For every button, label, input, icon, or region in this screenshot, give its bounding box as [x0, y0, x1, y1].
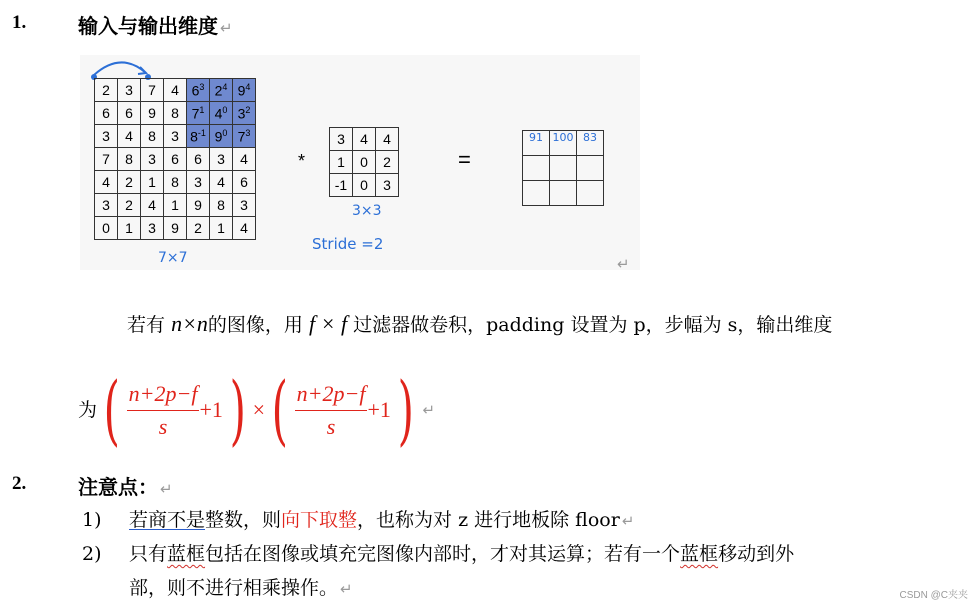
- fraction-numerator: n+2p−f: [295, 378, 368, 411]
- output-grid-row: [523, 156, 604, 181]
- input-grid-cell: 4: [164, 79, 187, 102]
- input-grid-cell: 6: [233, 171, 256, 194]
- section2-title: 注意点：: [78, 475, 158, 499]
- input-grid-cell: 7: [95, 148, 118, 171]
- input-grid-cell: 3: [187, 171, 210, 194]
- input-grid-cell: 1: [210, 217, 233, 240]
- input-grid-cell: 8: [141, 125, 164, 148]
- item2-text-a: 只有: [129, 543, 168, 565]
- item2-blue-box-word-2: 蓝框: [680, 543, 719, 565]
- item2-line2: 部，则不进行相乘操作。: [129, 577, 339, 599]
- stride-label: Stride =2: [312, 235, 384, 253]
- list-item: [82, 542, 794, 566]
- input-grid-cell: 3: [141, 148, 164, 171]
- input-grid-cell: 4: [118, 125, 141, 148]
- input-grid-cell: 2: [187, 217, 210, 240]
- input-grid-cell: $9^0$: [210, 125, 233, 148]
- plus-one: +1: [367, 397, 391, 422]
- input-grid-cell: $8^{-1}$: [187, 125, 210, 148]
- input-grid-cell: 2: [118, 194, 141, 217]
- output-grid-row: [523, 181, 604, 206]
- filter-grid-row: [330, 151, 399, 174]
- input-grid-cell: 3: [95, 194, 118, 217]
- input-grid-cell: $7^3$: [233, 125, 256, 148]
- input-grid-cell: $3^2$: [233, 102, 256, 125]
- input-grid-cell: $7^1$: [187, 102, 210, 125]
- figure-image: [80, 55, 640, 270]
- input-grid-cell: 6: [187, 148, 210, 171]
- filter-grid-cell: 1: [330, 151, 353, 174]
- filter-size-label: 3×3: [352, 203, 382, 219]
- fraction-denominator: s: [326, 413, 336, 439]
- filter-grid-row: [330, 128, 399, 151]
- filter-grid-row: [330, 174, 399, 197]
- input-grid-cell: 1: [164, 194, 187, 217]
- para-text-3: 过滤器做卷积，padding 设置为 p，步幅为 s，输出维度: [353, 314, 833, 336]
- input-grid-cell: 3: [141, 217, 164, 240]
- input-grid-row: [95, 79, 256, 102]
- input-grid-cell: 0: [95, 217, 118, 240]
- input-size-label: 7×7: [158, 250, 188, 266]
- input-grid-cell: 1: [141, 171, 164, 194]
- input-grid-cell: 6: [118, 102, 141, 125]
- input-grid-cell: 2: [118, 171, 141, 194]
- item2-text-c: 移动到外: [718, 543, 795, 565]
- input-grid-cell: 8: [210, 194, 233, 217]
- item1-red-text: 向下取整: [281, 509, 358, 531]
- input-grid-cell: 3: [95, 125, 118, 148]
- input-grid-row: [95, 171, 256, 194]
- filter-grid-cell: 4: [353, 128, 376, 151]
- output-grid-cell: [577, 181, 604, 206]
- list-item-continuation: 部，则不进行相乘操作。 ↵: [129, 577, 353, 599]
- input-grid-cell: $6^3$: [187, 79, 210, 102]
- filter-grid-cell: 0: [353, 151, 376, 174]
- input-grid-cell: 4: [210, 171, 233, 194]
- input-grid-cell: 7: [141, 79, 164, 102]
- plus-one: +1: [199, 397, 223, 422]
- convolution-operator: *: [298, 151, 306, 171]
- filter-grid: [329, 127, 399, 197]
- item2-blue-box-word: 蓝框: [167, 543, 206, 565]
- input-grid-cell: $4^0$: [210, 102, 233, 125]
- formula-fraction-2: [295, 378, 368, 443]
- input-grid-cell: 1: [118, 217, 141, 240]
- input-grid-row: [95, 125, 256, 148]
- math-f-by-f: f × f: [308, 311, 348, 336]
- item1-text-a: 整数，则: [205, 509, 282, 531]
- section1-number: 1.: [12, 12, 27, 33]
- output-grid-cell: 100: [550, 131, 577, 156]
- input-grid-cell: 3: [118, 79, 141, 102]
- input-grid-cell: 9: [141, 102, 164, 125]
- filter-grid-cell: 2: [376, 151, 399, 174]
- input-grid-cell: 9: [164, 217, 187, 240]
- fraction-denominator: s: [158, 413, 168, 439]
- formula-lead: 为: [78, 399, 98, 421]
- times-sign: ×: [252, 397, 265, 422]
- input-grid: [94, 78, 256, 240]
- list-marker: 1): [82, 509, 102, 531]
- filter-grid-cell: 3: [376, 174, 399, 197]
- input-grid-row: [95, 217, 256, 240]
- input-grid-cell: 3: [210, 148, 233, 171]
- input-grid-cell: 8: [164, 171, 187, 194]
- output-grid-row: [523, 131, 604, 156]
- input-grid-cell: 3: [164, 125, 187, 148]
- filter-grid-cell: 0: [353, 174, 376, 197]
- input-grid-row: [95, 102, 256, 125]
- output-grid: [522, 130, 604, 206]
- input-grid-cell: 8: [118, 148, 141, 171]
- input-grid-row: [95, 194, 256, 217]
- filter-grid-cell: 3: [330, 128, 353, 151]
- output-grid-cell: [523, 181, 550, 206]
- input-grid-cell: 4: [95, 171, 118, 194]
- input-grid-cell: 2: [95, 79, 118, 102]
- input-grid-cell: 3: [233, 194, 256, 217]
- math-n-by-n: n×n: [171, 311, 208, 336]
- equals-sign: =: [458, 147, 471, 172]
- filter-grid-cell: -1: [330, 174, 353, 197]
- output-grid-cell: [550, 156, 577, 181]
- item1-underlined-text: 若商不是: [129, 509, 206, 531]
- section1-title: 输入与输出维度: [78, 14, 218, 38]
- para-text-1: 若有: [127, 314, 166, 336]
- list-marker: 2): [82, 543, 102, 565]
- section1-title-wrap: 输入与输出维度 ↵: [78, 14, 233, 38]
- input-grid-cell: 6: [95, 102, 118, 125]
- output-grid-cell: [550, 181, 577, 206]
- item2-text-b: 包括在图像或填充完图像内部时，才对其运算；若有一个: [205, 543, 681, 565]
- input-grid-cell: 6: [164, 148, 187, 171]
- filter-grid-cell: 4: [376, 128, 399, 151]
- section2-number: 2.: [12, 473, 27, 494]
- formula-fraction-1: [127, 378, 200, 443]
- input-grid-cell: 4: [141, 194, 164, 217]
- output-grid-cell: [523, 156, 550, 181]
- input-grid-cell: 9: [187, 194, 210, 217]
- fraction-numerator: n+2p−f: [127, 378, 200, 411]
- output-grid-cell: 83: [577, 131, 604, 156]
- output-grid-cell: 91: [523, 131, 550, 156]
- item1-text-b: ，也称为对 z 进行地板除 floor: [357, 509, 620, 531]
- output-grid-cell: [577, 156, 604, 181]
- section1-heading: [12, 12, 26, 34]
- output-formula: 为 ( $\frac{n+2p-f}{s}$ +1 ) × ( $\frac{n+2p-f}{s}$ +1 ) ↵: [78, 365, 436, 454]
- input-grid-cell: 4: [233, 148, 256, 171]
- input-grid-cell: $2^4$: [210, 79, 233, 102]
- section2-heading: [12, 473, 26, 495]
- input-grid-cell: $9^4$: [233, 79, 256, 102]
- para-text-2: 的图像，用: [207, 314, 303, 336]
- input-grid-row: [95, 148, 256, 171]
- input-grid-cell: 8: [164, 102, 187, 125]
- list-item: 1) 若商不是整数，则向下取整，也称为对 z 进行地板除 floor ↵: [82, 509, 635, 531]
- paragraph-output-dimension: [127, 312, 832, 337]
- watermark: CSDN @C夹夹: [899, 590, 968, 601]
- input-grid-cell: 4: [233, 217, 256, 240]
- section2-title-wrap: 注意点： ↵: [78, 475, 173, 499]
